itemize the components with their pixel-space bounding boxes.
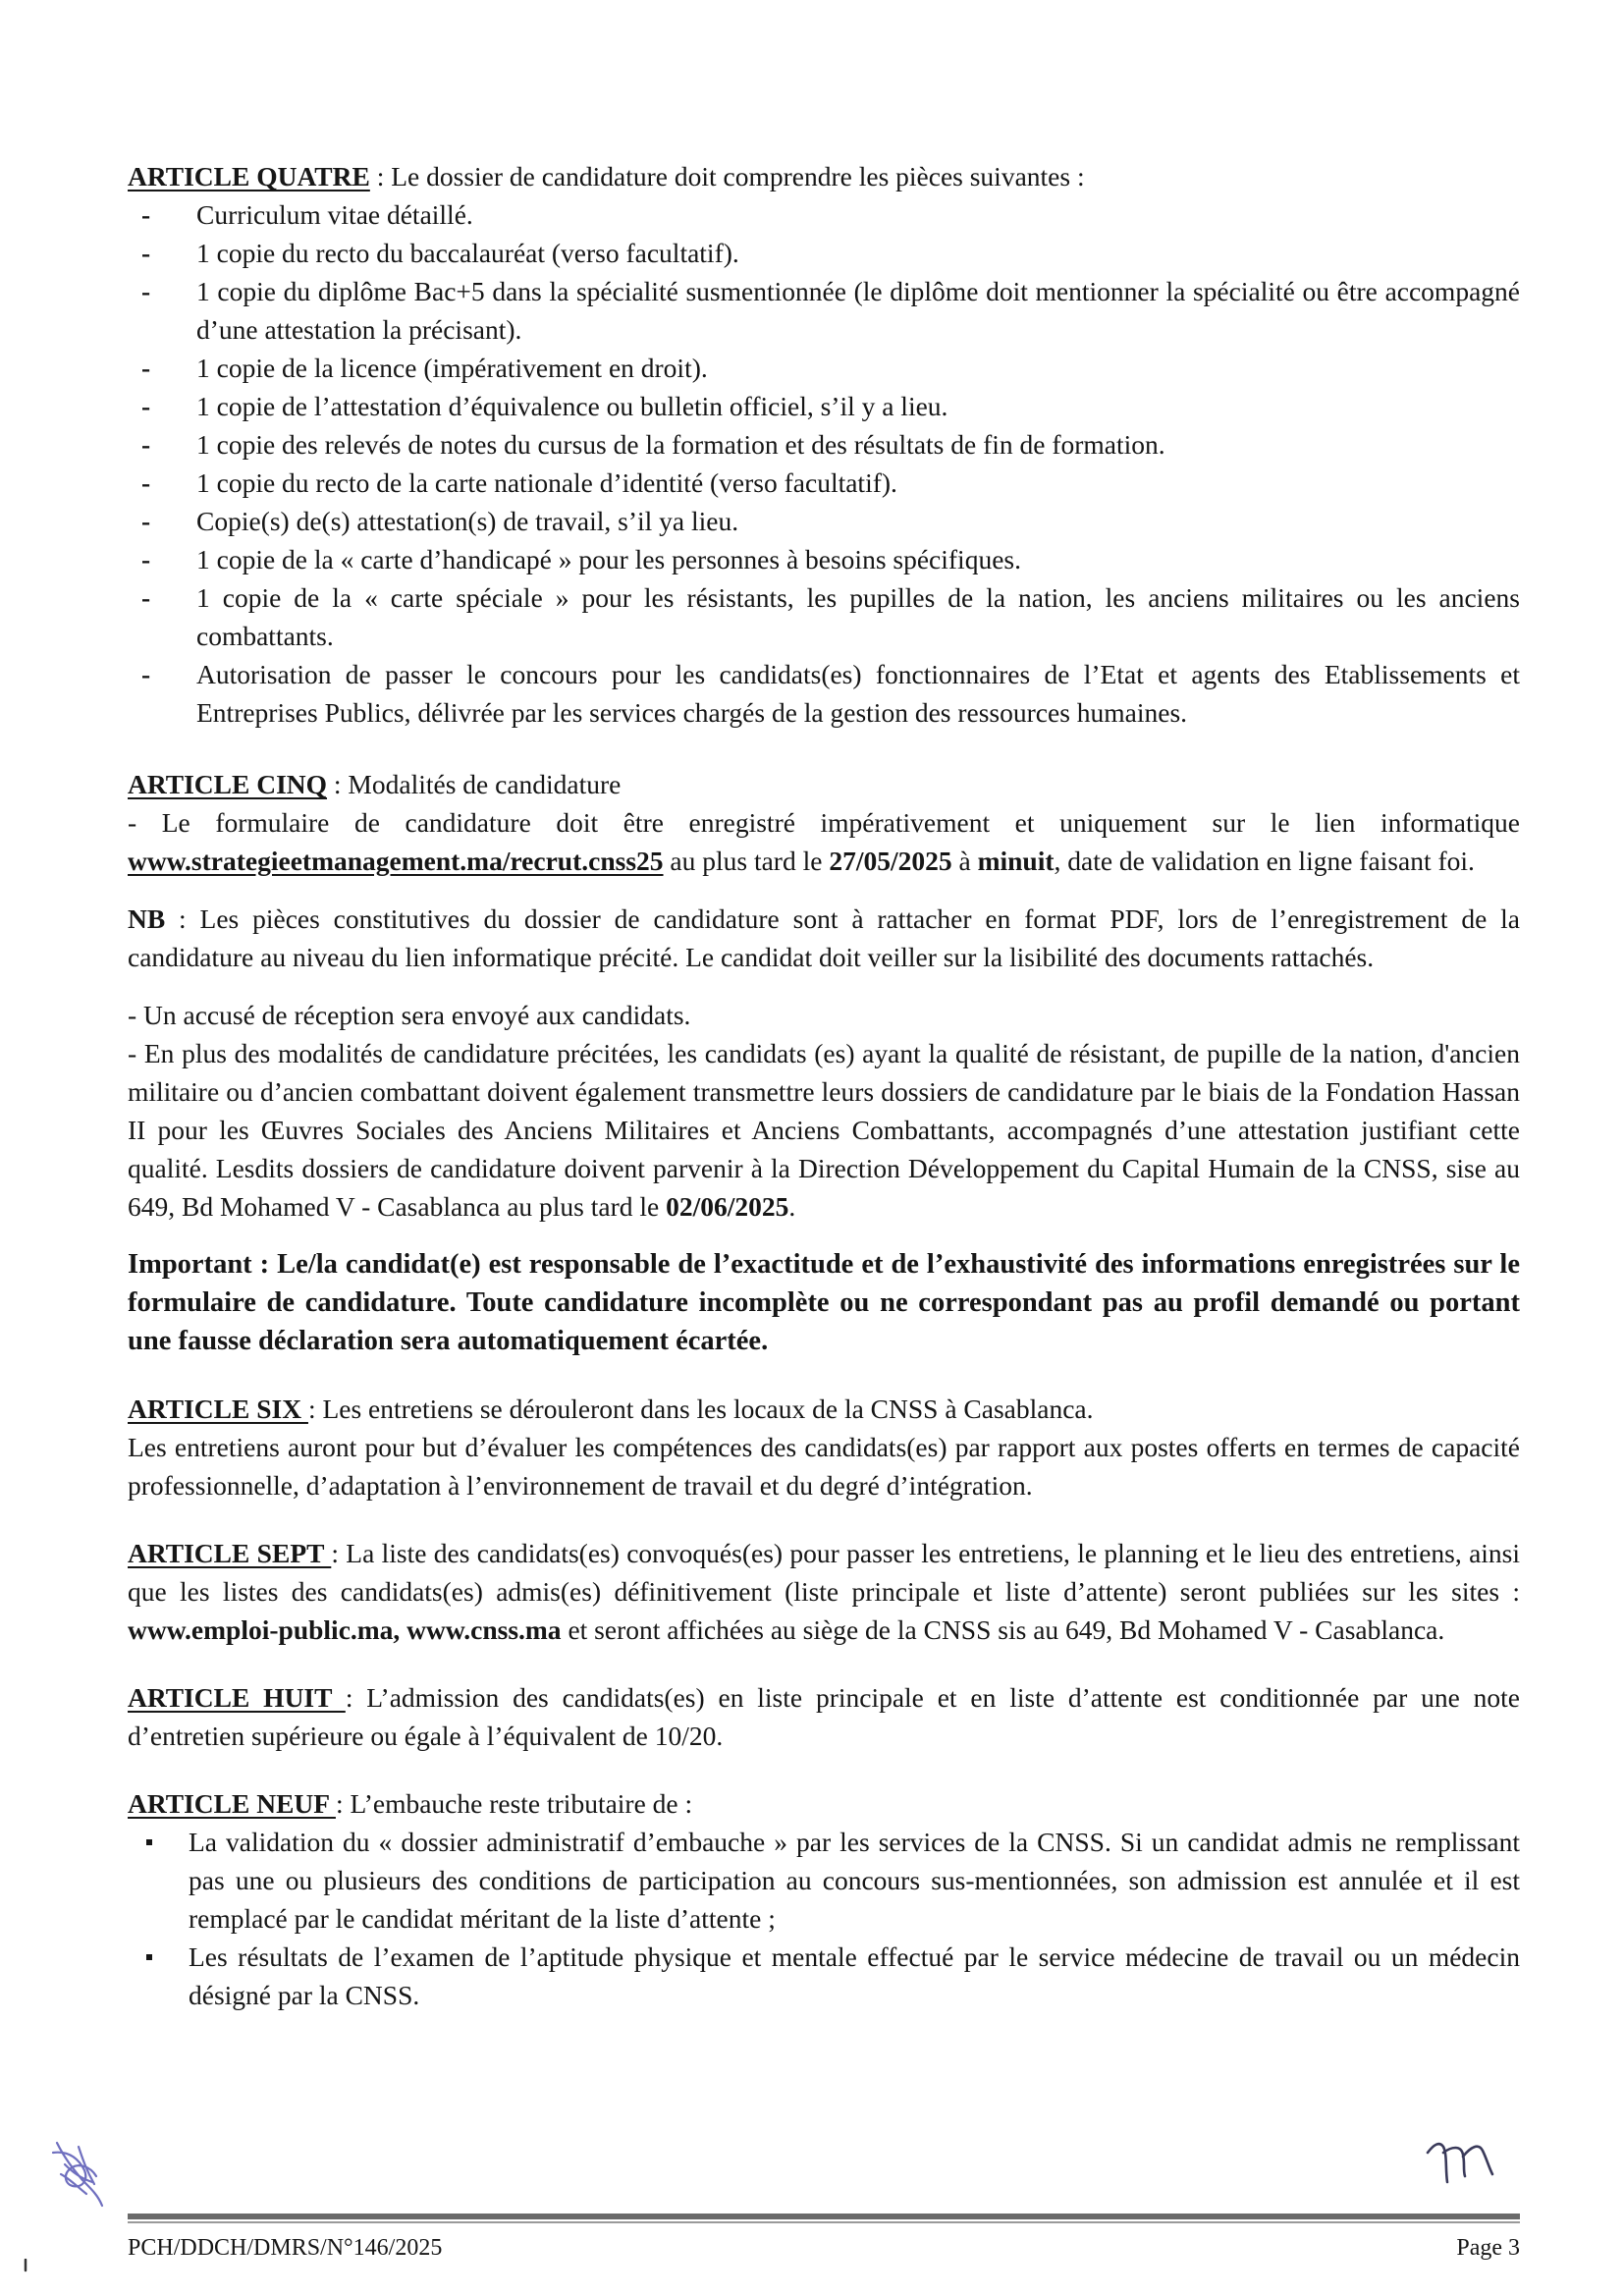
publication-sites[interactable]: www.emploi-public.ma, www.cnss.ma bbox=[128, 1614, 562, 1645]
handwritten-signature-right bbox=[1422, 2127, 1500, 2188]
list-item: - 1 copie du diplôme Bac+5 dans la spécialité susmentionnée (le diplôme doit mentionner la spécialité ou être accompagné d’une attestation la précisant). bbox=[128, 272, 1520, 349]
required-documents-list bbox=[128, 195, 1520, 732]
list-item: - 1 copie des relevés de notes du cursus de la formation et des résultats de fin de formation. bbox=[128, 425, 1520, 464]
nb-paragraph: NB : Les pièces constitutives du dossier de candidature sont à rattacher en format PDF, lors de l’enregistrement de la candidature au niveau du lien informatique précité. Le candidat doit veiller sur la lisibilité des documents rattachés. bbox=[128, 903, 1520, 972]
list-item: - Copie(s) de(s) attestation(s) de travail, s’il ya lieu. bbox=[128, 502, 1520, 540]
list-item: - 1 copie du recto du baccalauréat (verso facultatif). bbox=[128, 234, 1520, 272]
receipt-paragraph: - Un accusé de réception sera envoyé aux candidats. bbox=[128, 1000, 691, 1030]
document-reference: PCH/DDCH/DMRS/N°146/2025 bbox=[128, 2235, 443, 2261]
article-neuf-heading: ARTICLE NEUF bbox=[128, 1788, 336, 1819]
article-six: ARTICLE SIX : Les entretiens se dérouleront dans les locaux de la CNSS à Casablanca. Les entretiens auront pour but d’évaluer les compétences des candidats(es) par rapport aux postes offerts en termes de capacité professionnelle, d’adaptation à l’environnement de travail et du degré d’intégration. bbox=[128, 1390, 1520, 1504]
list-item: Les résultats de l’examen de l’aptitude physique et mentale effectué par le service médecine de travail ou un médecin désigné par la CNSS. bbox=[128, 1938, 1520, 2014]
nb-label: NB bbox=[128, 903, 166, 934]
article-cinq-heading: ARTICLE CINQ bbox=[128, 769, 328, 799]
handwritten-initials-left bbox=[43, 2129, 122, 2217]
article-six-text: Les entretiens auront pour but d’évaluer les compétences des candidats(es) par rapport aux postes offerts en termes de capacité professionnelle, d’adaptation à l’environnement de travail et du degré d’intégration. bbox=[128, 1432, 1520, 1501]
article-sept: ARTICLE SEPT : La liste des candidats(es) convoqués(es) pour passer les entretiens, le planning et le lieu des entretiens, ainsi que les listes des candidats(es) admis(es) définitivement (liste principale et liste d’attente) seront publiées sur les sites : www.emploi-public.ma, www.cnss.ma et seront affichées au siège de la CNSS sis au 649, Bd Mohamed V - Casablanca. bbox=[128, 1538, 1521, 1645]
stray-mark bbox=[22, 2259, 29, 2272]
list-item: - Curriculum vitae détaillé. bbox=[128, 195, 1520, 234]
deadline-time: minuit bbox=[977, 846, 1055, 876]
list-item: - 1 copie de la licence (impérativement en droit). bbox=[128, 349, 1520, 387]
list-item: - 1 copie de la « carte d’handicapé » pour les personnes à besoins spécifiques. bbox=[128, 540, 1520, 578]
article-cinq-intro: : Modalités de candidature bbox=[327, 769, 622, 799]
list-item: - 1 copie de l’attestation d’équivalence ou bulletin officiel, s’il y a lieu. bbox=[128, 387, 1520, 425]
deadline-date: 27/05/2025 bbox=[829, 846, 952, 876]
list-item: - 1 copie de la « carte spéciale » pour les résistants, les pupilles de la nation, les anciens militaires ou les anciens combattants. bbox=[128, 578, 1520, 655]
important-notice: Important : Le/la candidat(e) est responsable de l’exactitude et de l’exhaustivité des informations enregistrées sur le formulaire de candidature. Toute candidature incomplète ou ne correspondant pas au profil demandé ou portant une fausse déclaration sera automatiquement écartée. bbox=[128, 1249, 1520, 1356]
article-quatre bbox=[128, 157, 1520, 732]
application-link[interactable]: www.strategieetmanagement.ma/recrut.cnss25 bbox=[128, 846, 664, 876]
article-neuf: ARTICLE NEUF : L’embauche reste tributaire de : La validation du « dossier administratif d’embauche » par les services de la CNSS. Si un candidat admis ne remplissant pas une ou plusieurs des conditions de participation au concours sus-mentionnées, son admission est annulée et il est remplacé par le candidat méritant de la liste d’attente ; Les résultats de l’examen de l’aptitude physique et mentale effectué par le service médecine de travail ou un médecin désigné par la CNSS. bbox=[128, 1784, 1520, 2014]
article-quatre-heading: ARTICLE QUATRE bbox=[128, 161, 370, 191]
article-huit-heading: ARTICLE HUIT bbox=[128, 1682, 346, 1713]
veterans-paragraph: - En plus des modalités de candidature précitées, les candidats (es) ayant la qualité de résistant, de pupille de la nation, d'ancien militaire ou d’ancien combattant doivent également transmettre leurs dossiers de candidature par le biais de la Fondation Hassan II pour les Œuvres Sociales des Anciens Militaires et Anciens Combattants, accompagnés d’une attestation justifiant cette qualité. Lesdits dossiers de candidature doivent parvenir à la Direction Développement du Capital Humain de la CNSS, sise au 649, Bd Mohamed V - Casablanca au plus tard le 02/06/2025. bbox=[128, 1038, 1520, 1222]
list-item: La validation du « dossier administratif d’embauche » par les services de la CNSS. Si un candidat admis ne remplissant pas une ou plusieurs des conditions de participation au concours sus-mentionnées, son admission est annulée et il est remplacé par le candidat méritant de la liste d’attente ; bbox=[128, 1823, 1520, 1938]
article-quatre-intro: : Le dossier de candidature doit comprendre les pièces suivantes : bbox=[369, 161, 1085, 191]
hiring-conditions-list bbox=[128, 1823, 1520, 2014]
article-six-heading: ARTICLE SIX bbox=[128, 1394, 308, 1424]
article-cinq bbox=[128, 765, 1520, 1360]
list-item: - 1 copie du recto de la carte nationale d’identité (verso facultatif). bbox=[128, 464, 1520, 502]
veterans-deadline-date: 02/06/2025 bbox=[666, 1191, 789, 1222]
list-item: - Autorisation de passer le concours pour les candidats(es) fonctionnaires de l’Etat et agents des Etablissements et Entreprises Publics, délivrée par les services chargés de la gestion des ressources humaines. bbox=[128, 655, 1520, 732]
footer-divider bbox=[128, 2214, 1520, 2224]
article-sept-heading: ARTICLE SEPT bbox=[128, 1538, 332, 1568]
application-form-paragraph: - Le formulaire de candidature doit être enregistré impérativement et uniquement sur le lien informatique www.strategieetmanagement.ma/recrut.cnss25 au plus tard le 27/05/2025 à minuit, date de validation en ligne faisant foi. bbox=[128, 807, 1520, 876]
page-number: Page 3 bbox=[1456, 2235, 1520, 2261]
document-body bbox=[128, 157, 1520, 2014]
article-huit: ARTICLE HUIT : L’admission des candidats(es) en liste principale et en liste d’attente est conditionnée par une note d’entretien supérieure ou égale à l’équivalent de 10/20. bbox=[128, 1682, 1520, 1751]
